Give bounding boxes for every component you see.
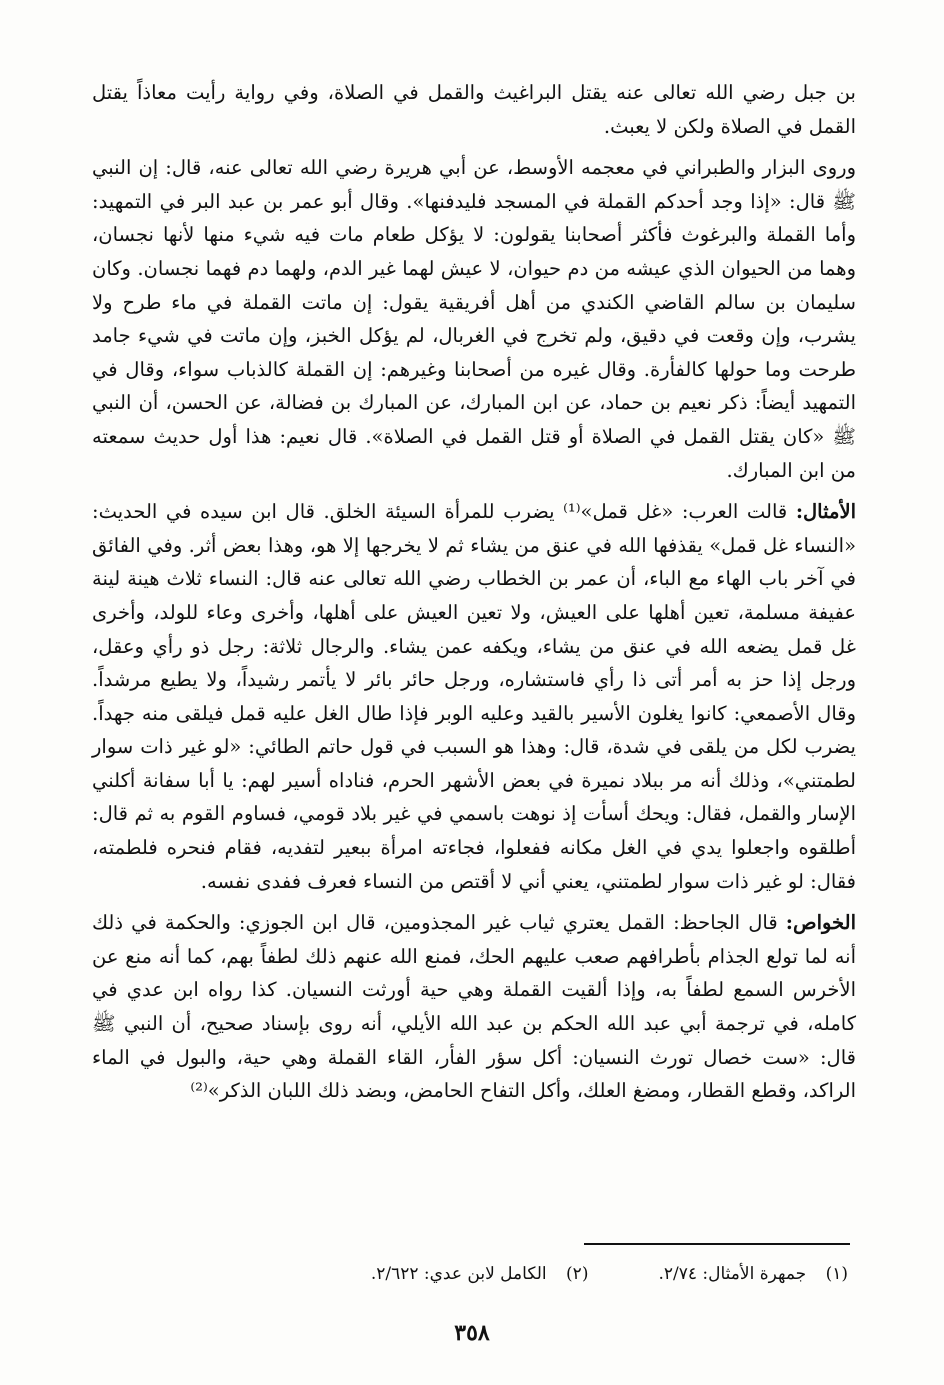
footnote-2 xyxy=(371,1262,589,1286)
paragraph-2 xyxy=(92,151,856,487)
paragraph-1-text: بن جبل رضي الله تعالى عنه يقتل البراغيث والقمل في الصلاة، وفي رواية رأيت معاذاً يقتل القمل في الصلاة ولكن لا يعبث. xyxy=(92,81,856,138)
paragraph-properties-text: قال الجاحظ: القمل يعتري ثياب غير المجذومين، قال ابن الجوزي: والحكمة في ذلك أنه لما تولع الجذام بأطرافهم صعب عليهم الحك، فمنع الله عنهم ذلك لطفاً بهم، كما أنه منع عن الأخرس السمع لطفاً به، وإذا ألقيت القملة وهي حية أورثت النسيان. كذا رواه ابن عدي في كامله، في ترجمة أبي عبد الله الحكم بن عبد الله الأيلي، أنه روى بإسناد صحيح، أن النبي ﷺ قال: «ست خصال تورث النسيان: أكل سؤر الفأر، القاء القملة وهي حية، والبول في الماء الراكد، وقطع القطار، ومضغ العلك، وأكل التفاح الحامض، وبضد ذلك اللبان الذكر»⁽²⁾ xyxy=(92,911,856,1103)
footnote-1 xyxy=(658,1262,848,1286)
paragraph-proverbs-text: قالت العرب: «غل قمل»⁽¹⁾ يضرب للمرأة السيئة الخلق. قال ابن سيده في الحديث: «النساء غل قمل» يقذفها الله في عنق من يشاء ثم لا يخرجها إلا هو، وهذا بعض أثر. وفي الفائق في آخر باب الهاء مع الباء، أن عمر بن الخطاب رضي الله تعالى عنه قال: النساء ثلاث هينة لينة عفيفة مسلمة، تعين أهلها على العيش، ولا تعين العيش على أهلها، وأخرى وعاء للولد، وأخرى غل قمل يضعه الله في عنق من يشاء، ويكفه عمن يشاء. والرجال ثلاثة: رجل ذو رأي وعقل، ورجل إذا حز به أمر أتى ذا رأي فاستشاره، ورجل حائر بائر لا يأتمر رشيداً، ولا يطيع مرشداً. وقال الأصمعي: كانوا يغلون الأسير بالقيد وعليه الوبر فإذا طال الغل عليه قمل فيلقى منه جهداً. يضرب لكل من يلقى في شدة، قال: وهذا هو السبب في قول حاتم الطائي: «لو غير ذات سوار لطمتني»، وذلك أنه مر ببلاد نميرة في بعض الأشهر الحرم، فناداه أسير لهم: يا أبا سفانة أكلني الإسار والقمل، فقال: ويحك أسأت إذ نوهت باسمي في غير بلاد قومي، فساوم القوم به ثم قال: أطلقوه واجعلوا يدي في الغل مكانه ففعلوا، فجاءته امرأة ببعير لتفديه، فقام فنحره فلطمته، فقال: لو غير ذات سوار لطمتني، يعني أني لا أقتص من النساء فعرف ففدى نفسه. xyxy=(92,500,856,893)
footnotes xyxy=(148,1262,848,1286)
paragraph-properties-lead: الخواص: xyxy=(785,911,857,935)
footnote-2-text: الكامل لابن عدي: ٢/٦٢٢. xyxy=(370,1264,547,1284)
footnote-1-text: جمهرة الأمثال: ٢/٧٤. xyxy=(658,1264,807,1284)
paragraph-proverbs-lead: الأمثال: xyxy=(795,500,856,524)
paragraph-properties xyxy=(92,906,856,1108)
footnote-divider xyxy=(584,1243,850,1245)
paragraph-2-text: وروى البزار والطبراني في معجمه الأوسط، عن أبي هريرة رضي الله تعالى عنه، قال: إن النبي ﷺ قال: «إذا وجد أحدكم القملة في المسجد فليدفنها». وقال أبو عمر بن عبد البر في التمهيد: وأما القملة والبرغوث فأكثر أصحابنا يقولون: لا يؤكل طعام مات فيه شيء منها لأنها نجسان، وهما من الحيوان الذي عيشه من دم حيوان، لا عيش لهما غير الدم، ولهما دم فهما نجسان. وكان سليمان بن سالم القاضي الكندي من أهل أفريقية يقول: إن ماتت القملة في ماء طرح ولا يشرب، وإن وقعت في دقيق، ولم تخرج في الغربال، لم يؤكل الخبز، وإن ماتت في شيء جامد طرحت وما حولها كالفأرة. وقال غيره من أصحابنا وغيرهم: إن القملة كالذباب سواء، وقال في التمهيد أيضاً: ذكر نعيم بن حماد، عن ابن المبارك، عن المبارك بن فضالة، عن الحسن، أن النبي ﷺ «كان يقتل القمل في الصلاة أو قتل القمل في الصلاة». قال نعيم: هذا أول حديث سمعته من ابن المبارك. xyxy=(92,156,856,482)
paragraph-1 xyxy=(92,76,856,143)
footnote-2-number: (٢) xyxy=(566,1264,589,1284)
page-number: ٣٥٨ xyxy=(454,1320,490,1346)
footnote-1-number: (١) xyxy=(825,1264,848,1284)
paragraph-proverbs xyxy=(92,495,856,898)
